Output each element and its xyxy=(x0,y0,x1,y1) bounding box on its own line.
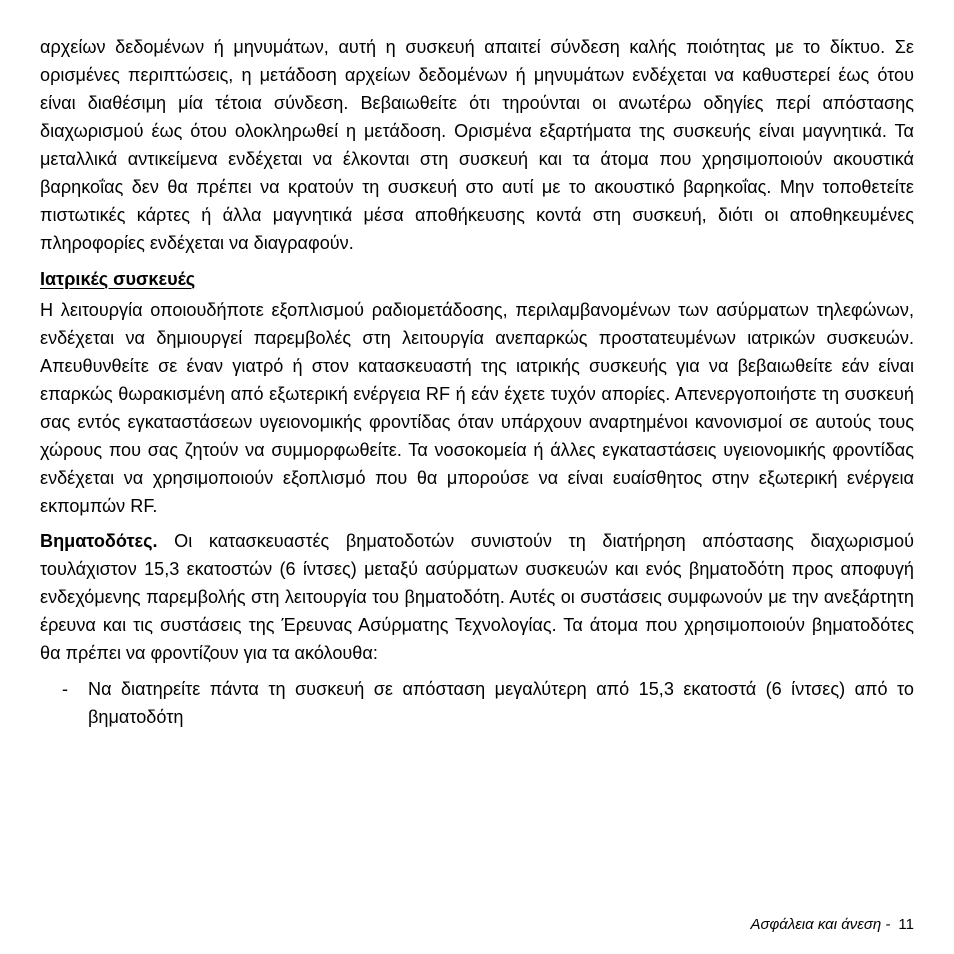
document-body xyxy=(40,33,914,731)
pacemakers-paragraph xyxy=(40,527,914,667)
page-footer xyxy=(750,916,914,933)
medical-devices-paragraph: Η λειτουργία οποιουδήποτε εξοπλισμού ραδιομετάδοσης, περιλαμβανομένων των ασύρματων τηλεφώνων, ενδέχεται να δημιουργεί παρεμβολές στη λειτουργία ανεπαρκώς προστατευμένων ιατρικών συσκευών. Απευθυνθείτε σε έναν γιατρό ή στον κατασκευαστή της ιατρικής συσκευής για να βεβαιωθείτε εάν είναι επαρκώς θωρακισμένη από εξωτερική ενέργεια RF ή εάν έχετε τυχόν απορίες. Απενεργοποιήστε τη συσκευή σας εντός εγκαταστάσεων υγειονομικής φροντίδας όταν υπάρχουν αναρτημένοι κανονισμοί σε αυτούς τους χώρους που σας ζητούν να συμμορφωθείτε. Τα νοσοκομεία ή άλλες εγκαταστάσεις υγειονομικής φροντίδας ενδέχεται να χρησιμοποιούν εξοπλισμό που θα μπορούσε να είναι ευαίσθητος στην εξωτερική ενέργεια εκπομπών RF. xyxy=(40,300,914,516)
bullet-text: Να διατηρείτε πάντα τη συσκευή σε απόσταση μεγαλύτερη από 15,3 εκατοστά (6 ίντσες) από το βηματοδότη xyxy=(88,679,914,727)
list-item xyxy=(40,675,914,731)
bullet-dash: - xyxy=(62,679,69,699)
page-number: 11 xyxy=(898,916,914,933)
intro-paragraph: αρχείων δεδομένων ή μηνυμάτων, αυτή η συσκευή απαιτεί σύνδεση καλής ποιότητας με το δίκτυο. Σε ορισμένες περιπτώσεις, η μετάδοση αρχείων δεδομένων ή μηνυμάτων ενδέχεται να καθυστερεί έως ότου είναι διαθέσιμη μία τέτοια σύνδεση. Βεβαιωθείτε ότι τηρούνται οι ανωτέρω οδηγίες περί απόστασης διαχωρισμού έως ότου ολοκληρωθεί η μετάδοση. Ορισμένα εξαρτήματα της συσκευής είναι μαγνητικά. Τα μεταλλικά αντικείμενα ενδέχεται να έλκονται στη συσκευή και τα άτομα που χρησιμοποιούν ακουστικά βαρηκοΐας δεν θα πρέπει να κρατούν τη συσκευή στο αυτί με το ακουστικό βαρηκοΐας. Μην τοποθετείτε πιστωτικές κάρτες ή άλλα μαγνητικά μέσα αποθήκευσης κοντά στη συσκευή, διότι οι αποθηκευμένες πληροφορίες ενδέχεται να διαγραφούν. xyxy=(40,37,914,253)
pacemakers-lead: Βηματοδότες. xyxy=(40,531,158,551)
footer-section-title: Ασφάλεια και άνεση - xyxy=(750,916,891,933)
section-heading-medical-devices: Ιατρικές συσκευές xyxy=(40,269,196,289)
pacemakers-body: Οι κατασκευαστές βηματοδοτών συνιστούν τη διατήρηση απόστασης διαχωρισμού τουλάχιστον 15,3 εκατοστών (6 ίντσες) μεταξύ ασύρματων συσκευών και ενός βηματοδότη προς αποφυγή ενδεχόμενης παρεμβολής στη λειτουργία του βηματοδότη. Αυτές οι συστάσεις συμφωνούν με την ανεξάρτητη έρευνα και τις συστάσεις της Έρευνας Ασύρματης Τεχνολογίας. Τα άτομα που χρησιμοποιούν βηματοδότες θα πρέπει να φροντίζουν για τα ακόλουθα: xyxy=(40,531,914,663)
